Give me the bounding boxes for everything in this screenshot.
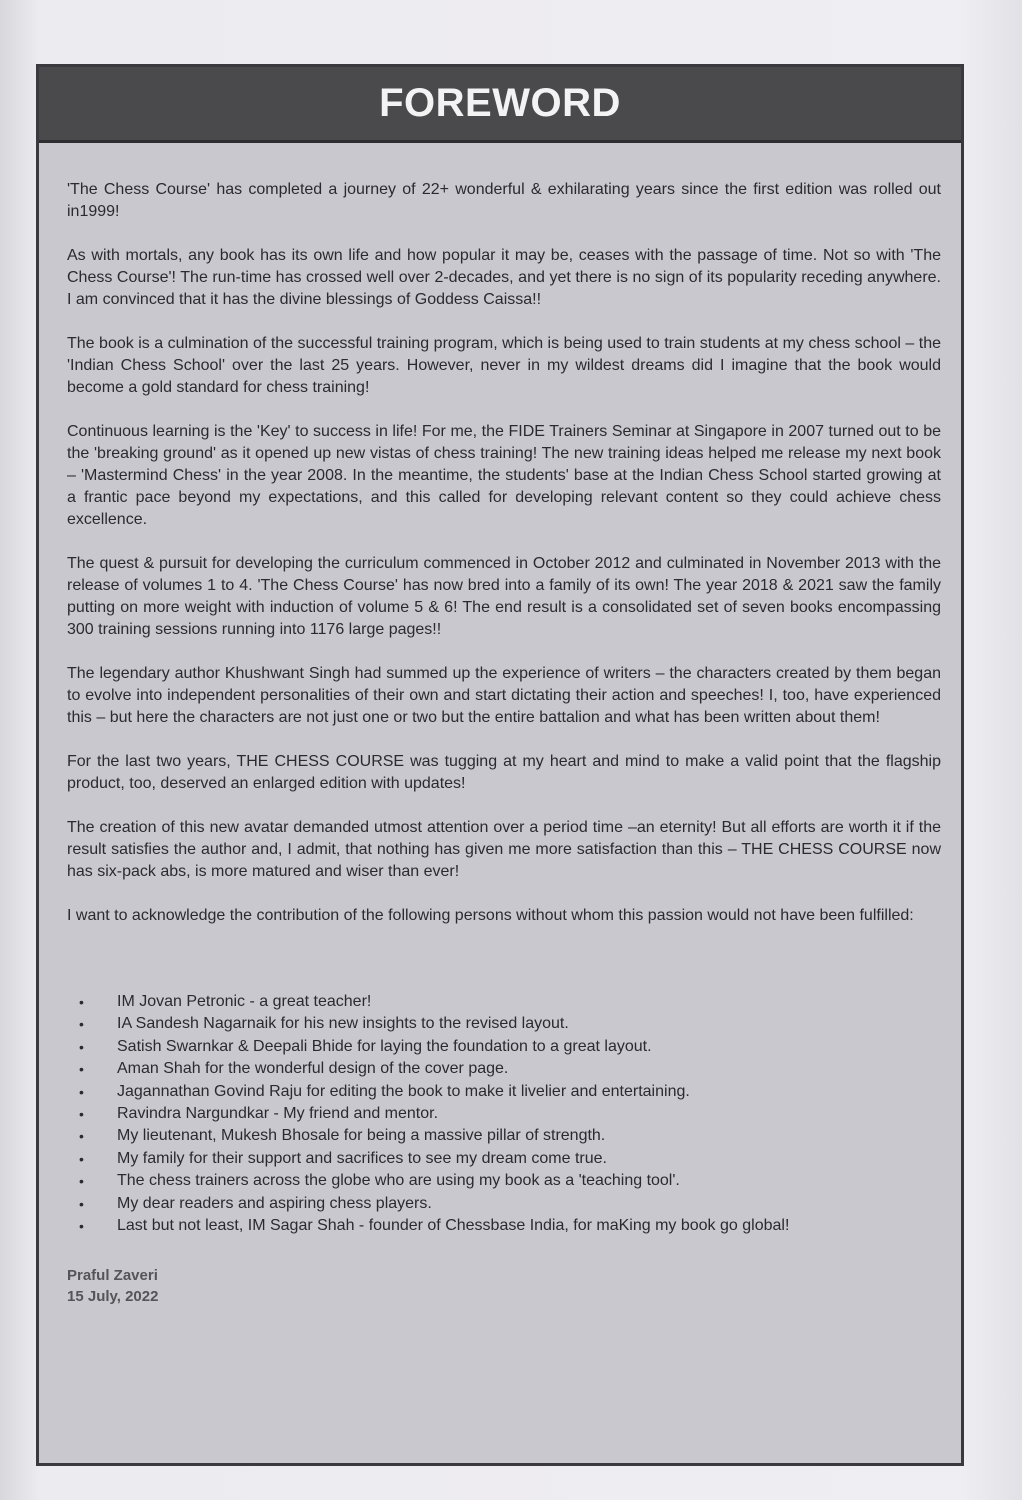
list-item-text: Aman Shah for the wonderful design of the cover page. <box>117 1060 509 1078</box>
signature-block <box>67 1265 941 1307</box>
list-item <box>67 1103 941 1125</box>
list-item-text: Satish Swarnkar & Deepali Bhide for laying the foundation to a great layout. <box>117 1037 652 1055</box>
paragraph: 'The Chess Course' has completed a journey of 22+ wonderful & exhilarating years since the first edition was rolled out in1999! <box>67 181 941 220</box>
bullet-icon: • <box>79 994 84 1010</box>
list-item-text: Jagannathan Govind Raju for editing the book to make it livelier and entertaining. <box>117 1082 690 1100</box>
bullet-icon: • <box>79 1173 84 1190</box>
bullet-icon: • <box>79 1061 84 1078</box>
paragraph: The quest & pursuit for developing the curriculum commenced in October 2012 and culminated in November 2013 with the release of volumes 1 to 4. 'The Chess Course' has now bred into a family of its own! The year 2018 & 2021 saw the family putting on more weight with induction of volume 5 & 6! The end result is a consolidated set of seven books encompassing 300 training sessions running into 1176 large pages!! <box>67 555 941 638</box>
list-item-text: My dear readers and aspiring chess players. <box>117 1194 432 1212</box>
list-item <box>67 1013 941 1035</box>
bullet-icon: • <box>79 1150 84 1167</box>
foreword-body <box>67 179 941 1307</box>
foreword-frame <box>36 64 964 1466</box>
page-title: FOREWORD <box>379 81 621 125</box>
bullet-icon: • <box>79 1083 84 1100</box>
list-item <box>67 1125 941 1147</box>
list-item-text: My lieutenant, Mukesh Bhosale for being a massive pillar of strength. <box>117 1127 606 1145</box>
list-item <box>67 1058 941 1080</box>
list-item-text: Last but not least, IM Sagar Shah - founder of Chessbase India, for maKing my book go global! <box>117 1216 790 1234</box>
paragraph: As with mortals, any book has its own life and how popular it may be, ceases with the passage of time. Not so with 'The Chess Course'! The run-time has crossed well over 2-decades, and yet there is no sign of its popularity receding anywhere. I am convinced that it has the divine blessings of Goddess Caissa!! <box>67 247 941 308</box>
list-item-text: IA Sandesh Nagarnaik for his new insights to the revised layout. <box>117 1015 569 1033</box>
bullet-icon: • <box>79 1016 84 1033</box>
bullet-icon: • <box>79 1128 84 1145</box>
paragraph: Continuous learning is the 'Key' to success in life! For me, the FIDE Trainers Seminar at Singapore in 2007 turned out to be the 'breaking ground' as it opened up new vistas of chess training! The new training ideas helped me release my next book – 'Mastermind Chess' in the year 2008. In the meantime, the students' base at the Indian Chess School started growing at a frantic pace beyond my expectations, and this called for developing relevant content so they could achieve chess excellence. <box>67 423 941 528</box>
list-item-text: My family for their support and sacrifices to see my dream come true. <box>117 1149 607 1167</box>
paragraph: The creation of this new avatar demanded utmost attention over a period time –an eternity! But all efforts are worth it if the result satisfies the author and, I admit, that nothing has given me more satisfaction than this – THE CHESS COURSE now has six-pack abs, is more matured and wiser than ever! <box>67 819 941 880</box>
list-item <box>67 1081 941 1103</box>
list-item <box>67 1036 941 1058</box>
bullet-icon: • <box>79 1038 84 1055</box>
paragraph: The legendary author Khushwant Singh had summed up the experience of writers – the characters created by them began to evolve into independent personalities of their own and start dictating their action and speeches! I, too, have experienced this – but here the characters are not just one or two but the entire battalion and what has been written about them! <box>67 665 941 726</box>
list-item <box>67 1148 941 1170</box>
list-item <box>67 1170 941 1192</box>
paragraph: I want to acknowledge the contribution of the following persons without whom this passion would not have been fulfilled: <box>67 907 914 924</box>
list-item-text: Ravindra Nargundkar - My friend and mentor. <box>117 1104 439 1122</box>
list-item <box>67 1193 941 1215</box>
list-item <box>67 1215 941 1237</box>
list-item-text: The chess trainers across the globe who are using my book as a 'teaching tool'. <box>117 1172 680 1190</box>
signature-date: 15 July, 2022 <box>67 1288 159 1306</box>
author-name: Praful Zaveri <box>67 1267 158 1285</box>
list-item-text: IM Jovan Petronic - a great teacher! <box>117 993 372 1010</box>
bullet-icon: • <box>79 1217 84 1234</box>
paragraph: The book is a culmination of the successful training program, which is being used to train students at my chess school – the 'Indian Chess School' over the last 25 years. However, never in my wildest dreams did I imagine that the book would become a gold standard for chess training! <box>67 335 941 396</box>
list-item <box>67 991 941 1013</box>
bullet-icon: • <box>79 1105 84 1122</box>
bullet-icon: • <box>79 1195 84 1212</box>
paragraph: For the last two years, THE CHESS COURSE was tugging at my heart and mind to make a valid point that the flagship product, too, deserved an enlarged edition with updates! <box>67 753 941 792</box>
title-bar <box>39 67 961 143</box>
acknowledgement-list <box>67 991 941 1237</box>
